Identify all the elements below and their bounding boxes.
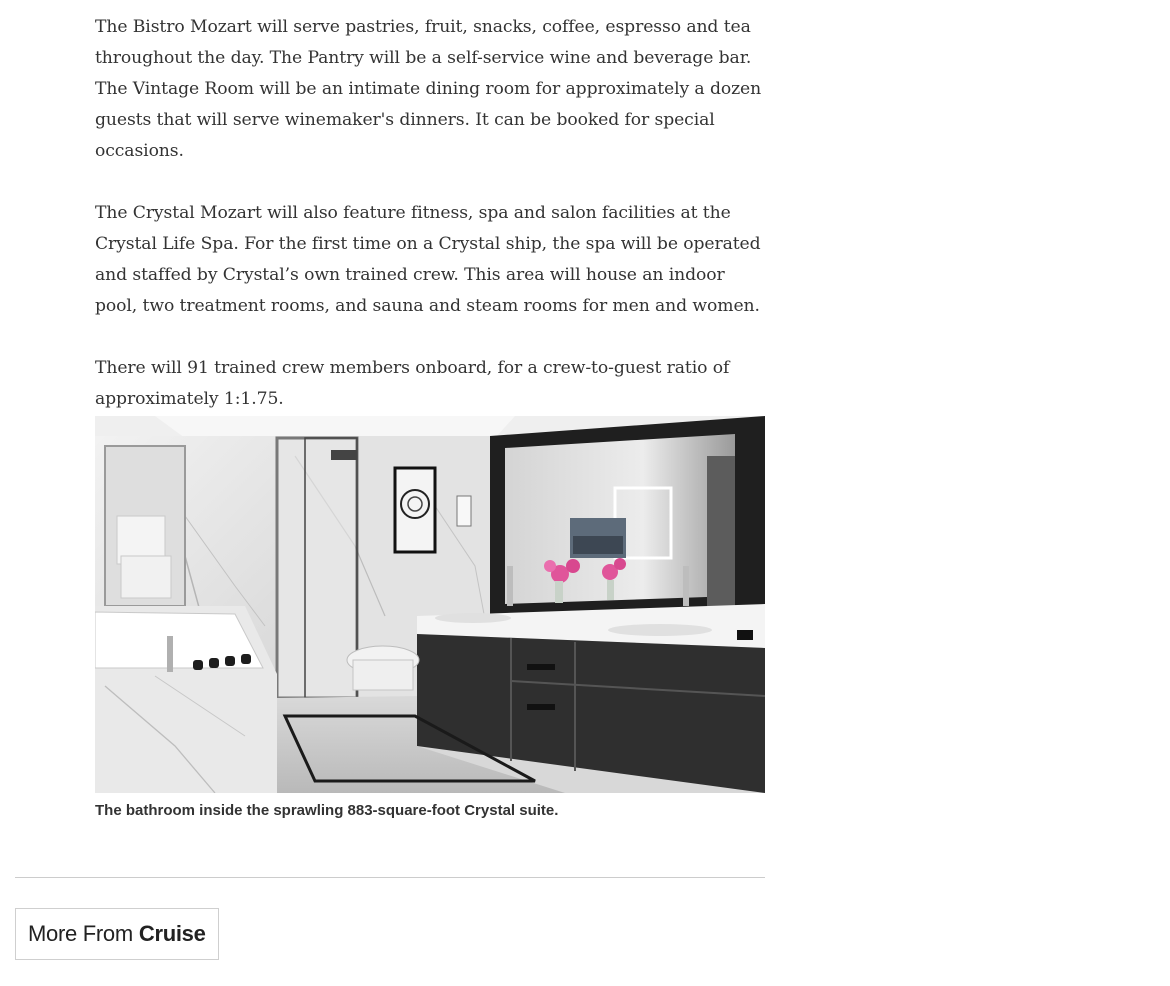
paragraph-crew: There will 91 trained crew members onboard, for a crew-to-guest ratio of approximately 1:1.75. [95,358,730,409]
paragraph-spa: The Crystal Mozart will also feature fitness, spa and salon facilities at the Crystal Life Spa. For the first time on a Crystal ship, the spa will be operated and staffed by Crystal’s own trained crew. This area will house an indoor pool, two treatment rooms, and sauna and steam rooms for men and women. [95,203,761,316]
bathroom-photo [95,416,765,793]
section-divider [15,877,765,878]
more-from-cruise-link[interactable] [15,908,219,960]
paragraph-bistro: The Bistro Mozart will serve pastries, fruit, snacks, coffee, espresso and tea throughout the day. The Pantry will be a self-service wine and beverage bar. The Vintage Room will be an intimate dining room for approximately a dozen guests that will serve winemaker's dinners. It can be booked for special occasions. [95,17,762,161]
article-figure [95,416,765,820]
figure-caption: The bathroom inside the sprawling 883-square-foot Crystal suite. [95,802,559,819]
bathroom-illustration [95,416,765,793]
more-from-section-name: Cruise [138,921,206,946]
more-from-label: More From [28,921,133,946]
article-body [95,12,765,446]
